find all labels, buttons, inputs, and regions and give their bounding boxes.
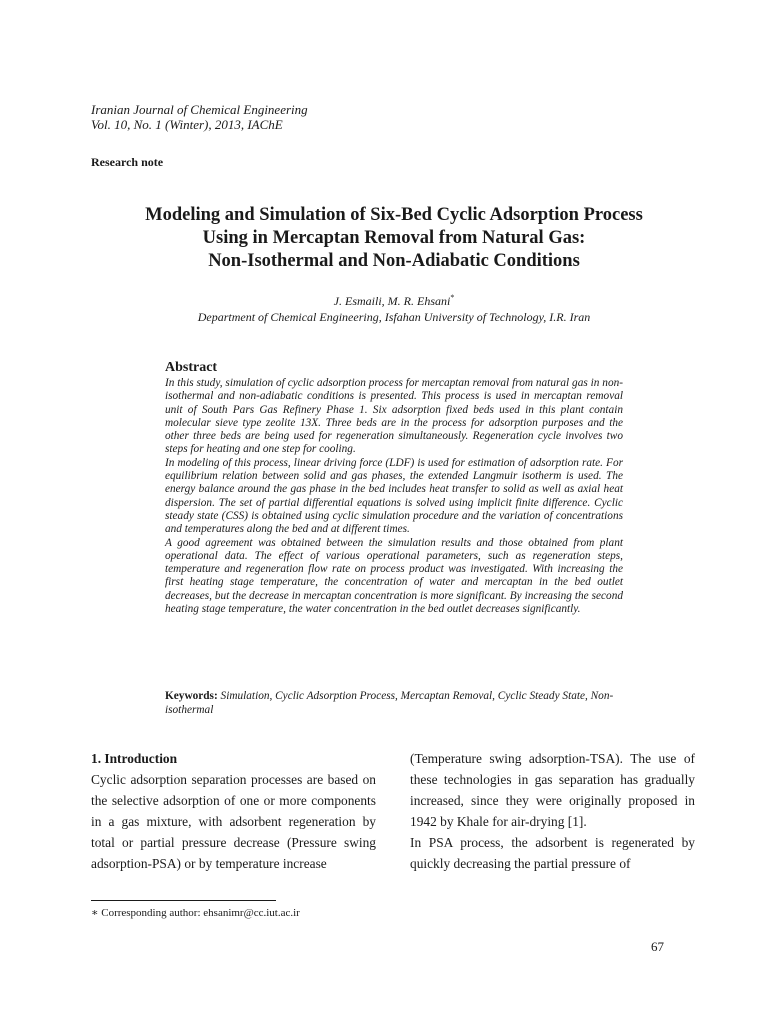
body-column-left — [91, 748, 376, 875]
abstract-paragraph: A good agreement was obtained between the simulation results and those obtained from plant operational data. The effect of various operational parameters, such as regeneration steps, temperature and regeneration flow rate on process product was investigated. With increasing the first heating stage temperature, the concentration of water and mercaptan in the bed outlet decreases, but the decrease in mercaptan concentration is more significant. By increasing the second heating stage temperature, the water concentration in the bed outlet decreases significantly. — [165, 536, 623, 616]
footnote — [91, 906, 300, 920]
keywords-text: Simulation, Cyclic Adsorption Process, Mercaptan Removal, Cyclic Steady State, Non-isothermal — [165, 690, 614, 716]
abstract-paragraph: In this study, simulation of cyclic adsorption process for mercaptan removal from natural gas in non-isothermal and non-adiabatic conditions is presented. This process is used in mercaptan removal unit of South Pars Gas Refinery Phase 1. Six adsorption fixed beds used in this plant contain molecular sieve type zeolite 13X. Three beds are in the process for adsorption purposes and the other three beds are being used for regeneration simultaneously. Regeneration cycle involves two steps for heating and one step for cooling. — [165, 377, 623, 456]
page-number: 67 — [651, 939, 664, 954]
author-names: J. Esmaili, M. R. Ehsani — [333, 294, 451, 308]
keywords-label: Keywords: — [165, 690, 218, 702]
abstract-heading: Abstract — [165, 360, 218, 375]
keywords-section — [165, 689, 623, 717]
body-paragraph: In PSA process, the adsorbent is regenerated by quickly decreasing the partial pressure of — [410, 835, 695, 872]
body-column-right — [410, 748, 695, 875]
footnote-text: Corresponding author: ehsanimr@cc.iut.ac.ir — [101, 907, 300, 919]
journal-header — [91, 102, 308, 132]
title-line-1: Modeling and Simulation of Six-Bed Cyclic Adsorption Process — [145, 205, 643, 225]
article-type-label: Research note — [91, 155, 164, 169]
body-paragraph: (Temperature swing adsorption-TSA). The use of these technologies in gas separation has gradually increased, since they were originally proposed in 1942 by Khale for air-drying [1]. — [410, 751, 695, 830]
corresponding-author-mark: * — [450, 293, 455, 302]
author-affiliation: Department of Chemical Engineering, Isfahan University of Technology, I.R. Iran — [197, 310, 591, 324]
abstract-paragraph: In modeling of this process, linear driving force (LDF) is used for estimation of adsorption rate. For equilibrium relation between solid and gas phases, the extended Langmuir isotherm is used. The energy balance around the gas phase in the bed includes heat transfer to solid as well as axial heat dispersion. The set of partial differential equations is solved using implicit finite difference. Cyclic steady state (CSS) is obtained using cyclic simulation procedure and the variation of concentrations and temperatures along the bed and at different times. — [165, 456, 623, 536]
body-paragraph: Cyclic adsorption separation processes are based on the selective adsorption of one or more components in a gas mixture, with adsorbent regeneration by total or partial pressure decrease (Pressure swing adsorption-PSA) or by temperature increase — [91, 772, 376, 872]
title-line-2: Using in Mercaptan Removal from Natural Gas: — [202, 228, 586, 248]
abstract-body — [165, 377, 623, 616]
author-names-line — [80, 290, 708, 309]
journal-issue: Vol. 10, No. 1 (Winter), 2013, IAChE — [91, 117, 283, 132]
footnote-mark: ∗ — [91, 907, 99, 919]
section-heading-introduction: 1. Introduction — [91, 751, 178, 766]
title-line-3: Non-Isothermal and Non-Adiabatic Conditions — [208, 251, 580, 271]
author-block — [80, 290, 708, 325]
paper-title — [80, 204, 708, 273]
footnote-divider — [91, 900, 276, 901]
journal-name: Iranian Journal of Chemical Engineering — [91, 102, 308, 117]
